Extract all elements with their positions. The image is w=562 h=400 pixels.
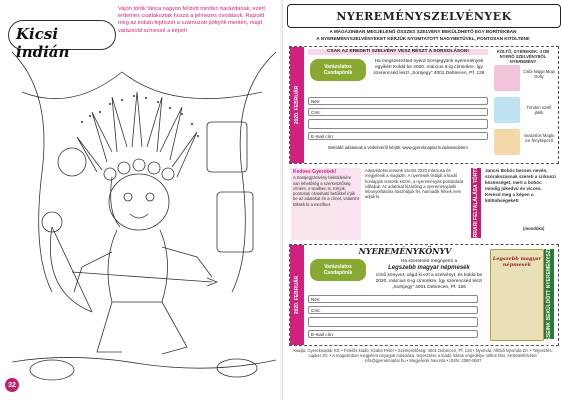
address-field-b[interactable]: Cím: — [308, 306, 478, 314]
imprint-footer: Kiadja: Gyereknaptár Kft. • Felelős kiadó: Szabó Péter • Szerkesztőség: 4001 Debrecen, Pf. 126 • Nyomda: Alföldi Nyomda Zrt. • Terjesztés: Lapker Zrt. • A magazinban megjelent anyagok másolása, terjesztése a kiadó írásos engedélye nélkül tilos. Hirdetésfelvétel: info@gyereknaptar.hu • Megjelenik havonta • ISSN: 2060-0607 — [293, 348, 553, 364]
title-cloud — [8, 16, 116, 61]
info-box-heading: Kedves Gyerekek! — [293, 169, 337, 175]
prize-image-2 — [494, 97, 520, 123]
info-box-left — [291, 168, 361, 240]
subheading-envelope: A MAGAZINBAN MEGJELENŐ ÖSSZES SZELVÉNY BEKÜLDHETŐ EGY BORÍTÉKBAN — [329, 29, 517, 34]
coupon-sweepstakes — [289, 46, 559, 164]
coupons-header: NYEREMÉNYSZELVÉNYEK — [287, 4, 561, 28]
coupon-date-strip: 2020. FEBRUÁR — [290, 47, 304, 163]
address-field-b2[interactable] — [308, 317, 478, 327]
vertical-banner: A FERRARI FELTALÁLÁSA TÖRTÉNIK — [473, 157, 479, 249]
coupon-text: Ha megszerezted nyerd Sorsjegyünk nyeremények egyikét! Küldd be 2020. március 6-ig címünkre. Így szerencséd lesz! „Sorsjegy” 4001 Debrecen, Pf. 126 — [373, 59, 485, 76]
name-field[interactable]: Név: — [308, 97, 488, 105]
right-page — [282, 0, 562, 400]
book-text-outro: című könyvet, vágd ki ezt a szelvényt, és küldd be 2020. március 6-ig címünkre. Így szerencséd lesz! „Sorsjegy” 4001 Debrecen, Pf. 126 — [375, 273, 483, 290]
coupon-date-strip-2: 2020. FEBRUÁR — [290, 245, 304, 345]
book-cover — [490, 249, 544, 341]
clown-text: Jancsi Bohóc becses nevén, szórakozásnak szereti a cirkuszi közönséget, mert a bohóc mindig jókedvű és vicces. Keresd meg a képen a különbségeket! — [485, 168, 556, 203]
coloring-illustration — [12, 52, 276, 388]
prize-image-1 — [494, 65, 520, 91]
email-field-2[interactable]: E-mail cím: — [308, 330, 478, 338]
email-field[interactable]: E-mail cím: — [308, 132, 488, 140]
address-field-2[interactable] — [308, 119, 488, 129]
clown-footer: (mondóka) — [523, 226, 545, 231]
coupon-footnote: Beküldő adatainak a védelméről kérjük: www.gyereknaptar.hu/adatvedelem — [328, 145, 468, 150]
privacy-text: Adatvédelmi tervünk szerint 2020 márciusa és megjelenik a magazin. A nyertesek listáját a kiadó honlapján tesszük közzé, a nyeremények postázását vállaljuk. Az adatokat kizárólag a nyereményjáték lebonyolítására használjuk fel, harmadik félnek nem adjuk ki. — [365, 168, 463, 200]
book-cover-title: Legszebb magyar népmesék — [492, 256, 542, 268]
book-text-intro: Ha szeretnéd megnyerni a — [400, 259, 458, 264]
prize-image-3 — [494, 129, 520, 155]
info-box-text: A Sorsjegyzelvény beküldésére van lehetőség a szerkesztőség címére, e-mailben is. Kérjük, pontosan olvasható betűkkel írják be az adatokat és a címet, valamint töltsék ki a mezőket. — [293, 175, 359, 207]
prize-2-label: Tündéri szelfi játék — [526, 105, 552, 115]
winners-strip: NYERTESEINK BEKÜLDÖTT NYEREMÉNYSZELVÉNY — [546, 230, 552, 358]
magazine-logo: Varázslatos Csodapónik — [310, 59, 366, 81]
intro-text: Vajon török tánca nagyon felizett minden barázdának, ezért érdemes csatlakoztak hozzá a jelmezes óvodások. Rajzold meg az indián fejdíszét a számozott pöttyök mentén, majd varázsold színessé a képet! — [118, 6, 265, 34]
prize-1-label: Csibi Napja Moja Dolly — [523, 69, 555, 79]
book-title: Legszebb magyar népmesék — [388, 265, 470, 271]
subheading-print: A NYEREMÉNYSZELVÉNYEKET KÉRJÜK NYOMTATOTT NAGYBETŰVEL, PONTOSAN KITÖLTENI! — [316, 36, 530, 41]
coupon-banner: CSAK AZ EREDETI SZELVÉNY VESZ RÉSZT A SORSOLÁSON! — [308, 49, 488, 55]
address-field[interactable]: Cím: — [308, 108, 488, 116]
name-field-2[interactable]: Név: — [308, 295, 478, 303]
book-banner: NYEREMÉNYKÖNYV — [358, 246, 452, 256]
left-page — [0, 0, 280, 400]
prize-3-label: Varázslós Maglo ice-fényképező — [523, 133, 555, 143]
magazine-logo-2: Varázslatos Csodapónik — [310, 259, 366, 281]
prize-heading: KÖLTŐ, GYEREKEK: 4 DB NYERŐ SZELVÉNYBŐL NYEREMÉNY — [496, 49, 550, 64]
page-title: Kicsi indián — [16, 25, 70, 61]
page-number: 32 — [5, 378, 19, 392]
